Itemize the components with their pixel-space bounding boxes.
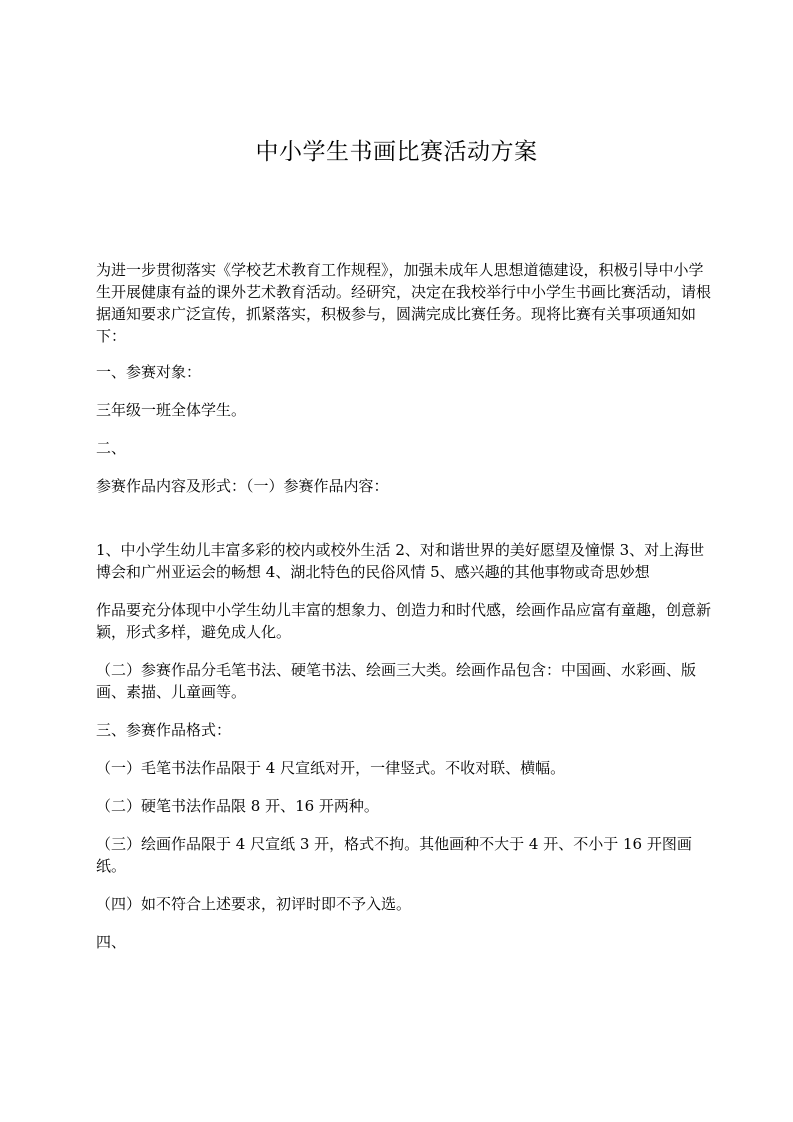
requirements-paragraph: 作品要充分体现中小学生幼儿丰富的想象力、创造力和时代感，绘画作品应富有童趣，创意新颖，形式多样，避免成人化。 <box>96 601 712 641</box>
document-body <box>96 259 712 969</box>
section-heading-format: 三、参赛作品格式： <box>96 721 232 739</box>
categories-paragraph: （二）参赛作品分毛笔书法、硬笔书法、绘画三大类。绘画作品包含：中国画、水彩画、版画、素描、儿童画等。 <box>96 661 697 701</box>
format-item-brush-calligraphy: （一）毛笔书法作品限于 4 尺宣纸对开，一律竖式。不收对联、横幅。 <box>96 759 566 777</box>
section-heading-four: 四、 <box>96 933 127 951</box>
section-heading-participants: 一、参赛对象： <box>96 363 202 381</box>
document-title: 中小学生书画比赛活动方案 <box>255 139 538 165</box>
theme-list-paragraph: 1、中小学生幼儿丰富多彩的校内或校外生活 2、对和谐世界的美好愿望及憧憬 3、对上海世博会和广州亚运会的畅想 4、湖北特色的民俗风情 5、感兴趣的其他事物或奇思妙想 <box>96 541 705 581</box>
participants-paragraph: 三年级一班全体学生。 <box>96 401 247 419</box>
format-item-painting: （三）绘画作品限于 4 尺宣纸 3 开，格式不拘。其他画种不大于 4 开、不小于 16 开图画纸。 <box>96 835 692 875</box>
section-heading-two: 二、 <box>96 439 127 457</box>
content-form-heading: 参赛作品内容及形式：（一）参赛作品内容： <box>96 477 389 495</box>
format-item-noncompliance: （四）如不符合上述要求，初评时即不予入选。 <box>96 895 412 913</box>
intro-paragraph: 为进一步贯彻落实《学校艺术教育工作规程》，加强未成年人思想道德建设，积极引导中小学生开展健康有益的课外艺术教育活动。经研究，决定在我校举行中小学生书画比赛活动，请根据通知要求广泛宣传，抓紧落实，积极参与，圆满完成比赛任务。现将比赛有关事项通知如下： <box>96 261 712 345</box>
format-item-pen-calligraphy: （二）硬笔书法作品限 8 开、16 开两种。 <box>96 797 379 815</box>
